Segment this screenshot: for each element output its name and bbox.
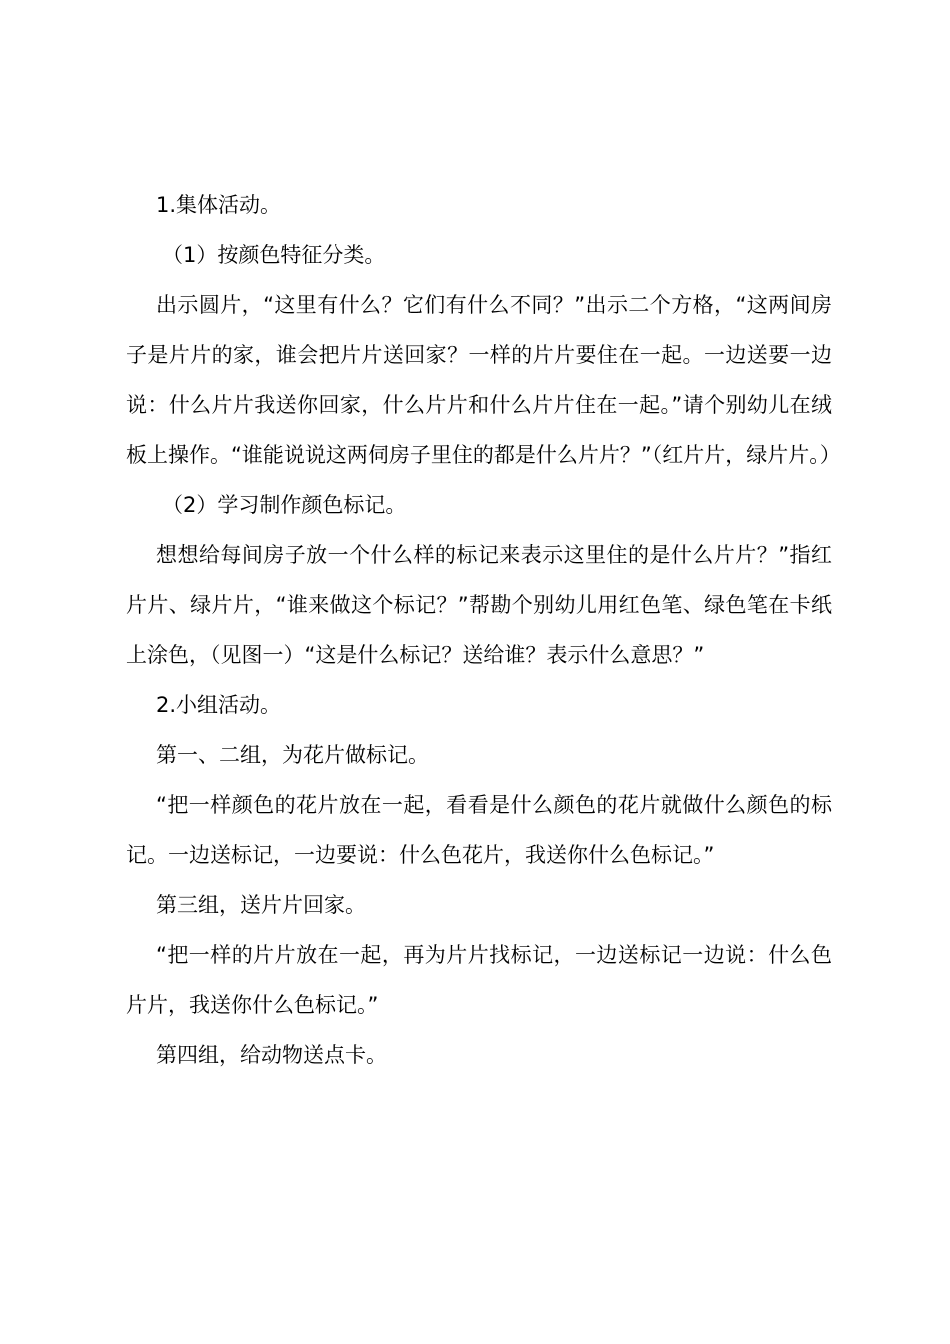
paragraph-show-circles: 出示圆片，“这里有什么？它们有什么不同？”出示二个方格，“这两间房子是片片的家，谁会把片片送回家？一样的片片要住在一起。一边送要一边说：什么片片我送你回家，什么片片和什么片片住在一起。”请个别幼儿在绒板上操作。“谁能说说这两伺房子里住的都是什么片片？”（红片片，绿片片。） [126,293,841,467]
section-heading-group-activity: 1.集体活动。 [156,193,282,217]
paragraph-group-three: 第三组，送片片回家。 [156,893,366,917]
paragraph-group-three-instructions: “把一样的片片放在一起，再为片片找标记，一边送标记一边说：什么色片片，我送你什么色标记。” [126,943,832,1017]
document-body [126,180,841,1080]
subheading-make-color-marks: （2）学习制作颜色标记。 [162,493,407,517]
paragraph-make-marks: 想想给每间房子放一个什么样的标记来表示这里住的是什么片片？”指红片片、绿片片，“谁来做这个标记？”帮勘个别幼儿用红色笔、绿色笔在卡纸上涂色，（见图一）“这是什么标记？送给谁？表示什么意思？” [126,543,832,667]
paragraph-group-one-two-instructions: “把一样颜色的花片放在一起，看看是什么颜色的花片就做什么颜色的标记。一边送标记，一边要说：什么色花片，我送你什么色标记。” [126,793,832,867]
paragraph-group-four: 第四组，给动物送点卡。 [156,1043,387,1067]
section-heading-small-group-activity: 2.小组活动。 [156,693,282,717]
subheading-sort-by-color: （1）按颜色特征分类。 [162,243,386,267]
paragraph-group-one-two: 第一、二组，为花片做标记。 [156,743,429,767]
